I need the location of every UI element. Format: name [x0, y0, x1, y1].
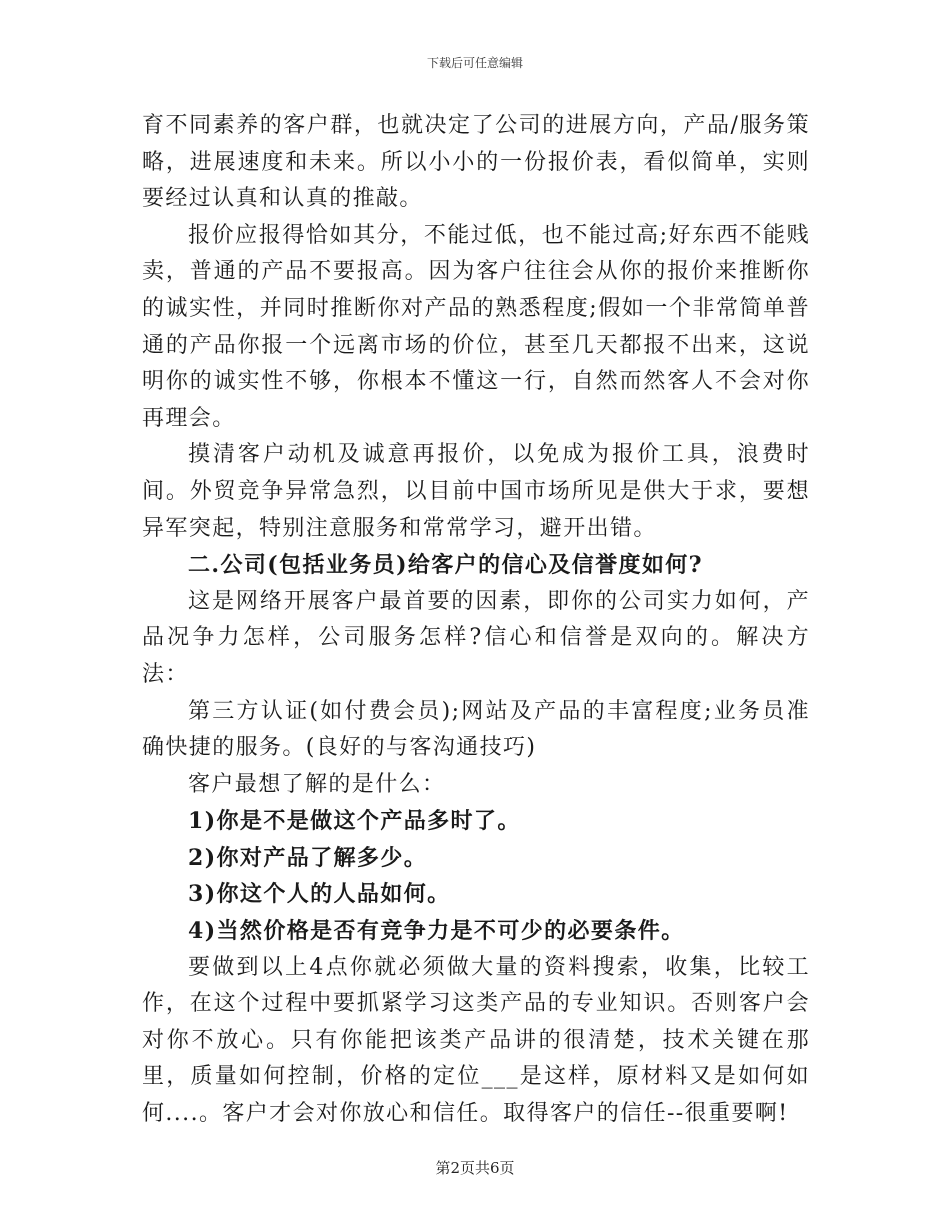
paragraph-3: 摸清客户动机及诚意再报价，以免成为报价工具，浪费时间。外贸竞争异常急烈，以目前中国市场所见是供大于求，要想异军突起，特别注意服务和常常学习，避开出错。 — [142, 442, 810, 541]
list-item-2: 2)你对产品了解多少。 — [188, 844, 428, 871]
paragraph-7: 要做到以上4点你就必须做大量的资料搜索，收集，比较工作，在这个过程中要抓紧学习这类产品的专业知识。否则客户会对你不放心。只有你能把该类产品讲的很清楚，技术关键在那里，质量如何控制，价格的定位___是这样，原材料又是如何如何....。客户才会对你放心和信任。取得客户的信任--很重要啊! — [142, 954, 810, 1127]
paragraph-2: 报价应报得恰如其分，不能过低，也不能过高;好东西不能贱卖，普通的产品不要报高。因为客户往往会从你的报价来推断你的诚实性，并同时推断你对产品的熟悉程度;假如一个非常简单普通的产品你报一个远离市场的价位，甚至几天都报不出来，这说明你的诚实性不够，你根本不懂这一行，自然而然客人不会对你再理会。 — [142, 222, 810, 431]
list-item-3: 3)你这个人的人品如何。 — [188, 881, 451, 908]
paragraph-5: 第三方认证(如付费会员);网站及产品的丰富程度;业务员准确快捷的服务。(良好的与客沟通技巧) — [142, 698, 810, 761]
section-heading: 二.公司(包括业务员)给客户的信心及信誉度如何? — [188, 552, 703, 579]
paragraph-6: 客户最想了解的是什么： — [188, 771, 446, 797]
list-item-1: 1)你是不是做这个产品多时了。 — [188, 808, 521, 835]
paragraph-4: 这是网络开展客户最首要的因素，即你的公司实力如何，产品况争力怎样，公司服务怎样?信心和信誉是双向的。解决方法： — [142, 588, 810, 687]
page-footer: 第2页共6页 — [435, 1159, 515, 1177]
document-body — [142, 108, 810, 1133]
list-item-4: 4)当然价格是否有竞争力是不可少的必要条件。 — [188, 918, 685, 945]
paragraph-1: 育不同素养的客户群，也就决定了公司的进展方向，产品/服务策略，进展速度和未来。所以小小的一份报价表，看似简单，实则要经过认真和认真的推敲。 — [142, 113, 810, 212]
page-header: 下载后可任意编辑 — [426, 56, 523, 70]
